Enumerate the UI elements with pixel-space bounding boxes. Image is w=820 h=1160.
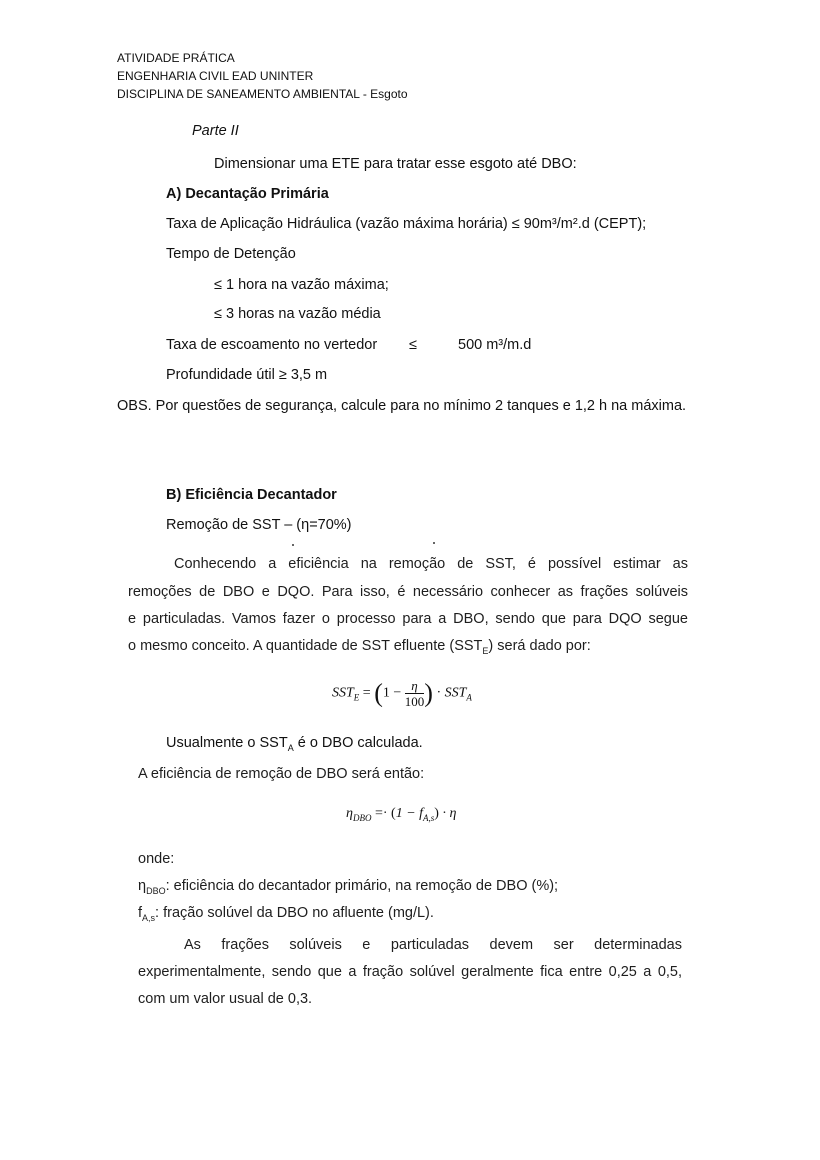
bod-efficiency-intro: A eficiência de remoção de DBO será então: bbox=[138, 766, 425, 782]
scan-speck bbox=[292, 544, 294, 546]
weir-rate-label: Taxa de escoamento no vertedor bbox=[166, 337, 378, 353]
part-label: Parte II bbox=[192, 123, 239, 139]
sst-effluent-formula: $SST_E = (1$ − $\frac{\eta}{100}$ ) · $SST_A$ bbox=[332, 678, 472, 709]
excerpt-line: e particuladas. Vamos fazer o processo para a DBO, sendo que para DQO segue bbox=[128, 611, 688, 627]
definition-eta: $\eta_{DBO}$: eficiência do decantador primário, na remoção de DBO (%); bbox=[138, 878, 559, 896]
detention-time: Tempo de Detenção bbox=[166, 246, 296, 262]
fraction: $\frac{\eta}{100}$ bbox=[404, 678, 425, 709]
fractions-line: com um valor usual de 0,3. bbox=[138, 991, 313, 1007]
useful-depth: Profundidade útil ≥ 3,5 m bbox=[166, 367, 328, 383]
condition-avg-flow: ≤ 3 horas na vazão média bbox=[214, 306, 381, 322]
section-a-title: A) Decantação Primária bbox=[166, 186, 329, 202]
fractions-line: experimentalmente, sendo que a fração solúvel geralmente fica entre 0,25 a 0,5, bbox=[138, 964, 682, 980]
intro-text: Dimensionar uma ETE para tratar esse esgoto até DBO: bbox=[214, 156, 577, 172]
section-b-title: B) Eficiência Decantador bbox=[166, 487, 337, 503]
header-discipline: DISCIPLINA DE SANEAMENTO AMBIENTAL - Esgoto bbox=[117, 87, 408, 101]
excerpt-line: o mesmo conceito. A quantidade de SST efluente $(SST_E)$ será dado por: bbox=[128, 638, 591, 656]
weir-rate-symbol: ≤ bbox=[409, 337, 417, 353]
definition-f: $f_{A,s}$: fração solúvel da DBO no afluente (mg/L). bbox=[138, 905, 434, 923]
excerpt-line: Conhecendo a eficiência na remoção de SST, é possível estimar as bbox=[174, 556, 688, 572]
sst-removal: Remoção de SST – (η=70%) bbox=[166, 517, 352, 533]
hydraulic-rate: Taxa de Aplicação Hidráulica (vazão máxima horária) ≤ 90m³/m².d (CEPT); bbox=[166, 216, 647, 232]
scan-speck bbox=[433, 542, 435, 544]
fractions-line: As frações solúveis e particuladas devem ser determinadas bbox=[184, 937, 682, 953]
header-activity: ATIVIDADE PRÁTICA bbox=[117, 51, 235, 65]
weir-rate-value: 500 m³/m.d bbox=[458, 337, 532, 353]
usually-note: Usualmente o $SST_A$ é o DBO calculada. bbox=[166, 735, 423, 753]
safety-note: OBS. Por questões de segurança, calcule para no mínimo 2 tanques e 1,2 h na máxima. bbox=[117, 398, 687, 414]
header-course: ENGENHARIA CIVIL EAD UNINTER bbox=[117, 69, 314, 83]
condition-max-flow: ≤ 1 hora na vazão máxima; bbox=[214, 277, 389, 293]
where-label: onde: bbox=[138, 851, 175, 867]
excerpt-line: remoções de DBO e DQO. Para isso, é necessário conhecer as frações solúveis bbox=[128, 584, 688, 600]
bod-efficiency-formula: $\eta_{DBO} =\cdot (1 - f_{A,s}) \cdot \eta$ bbox=[346, 806, 457, 823]
